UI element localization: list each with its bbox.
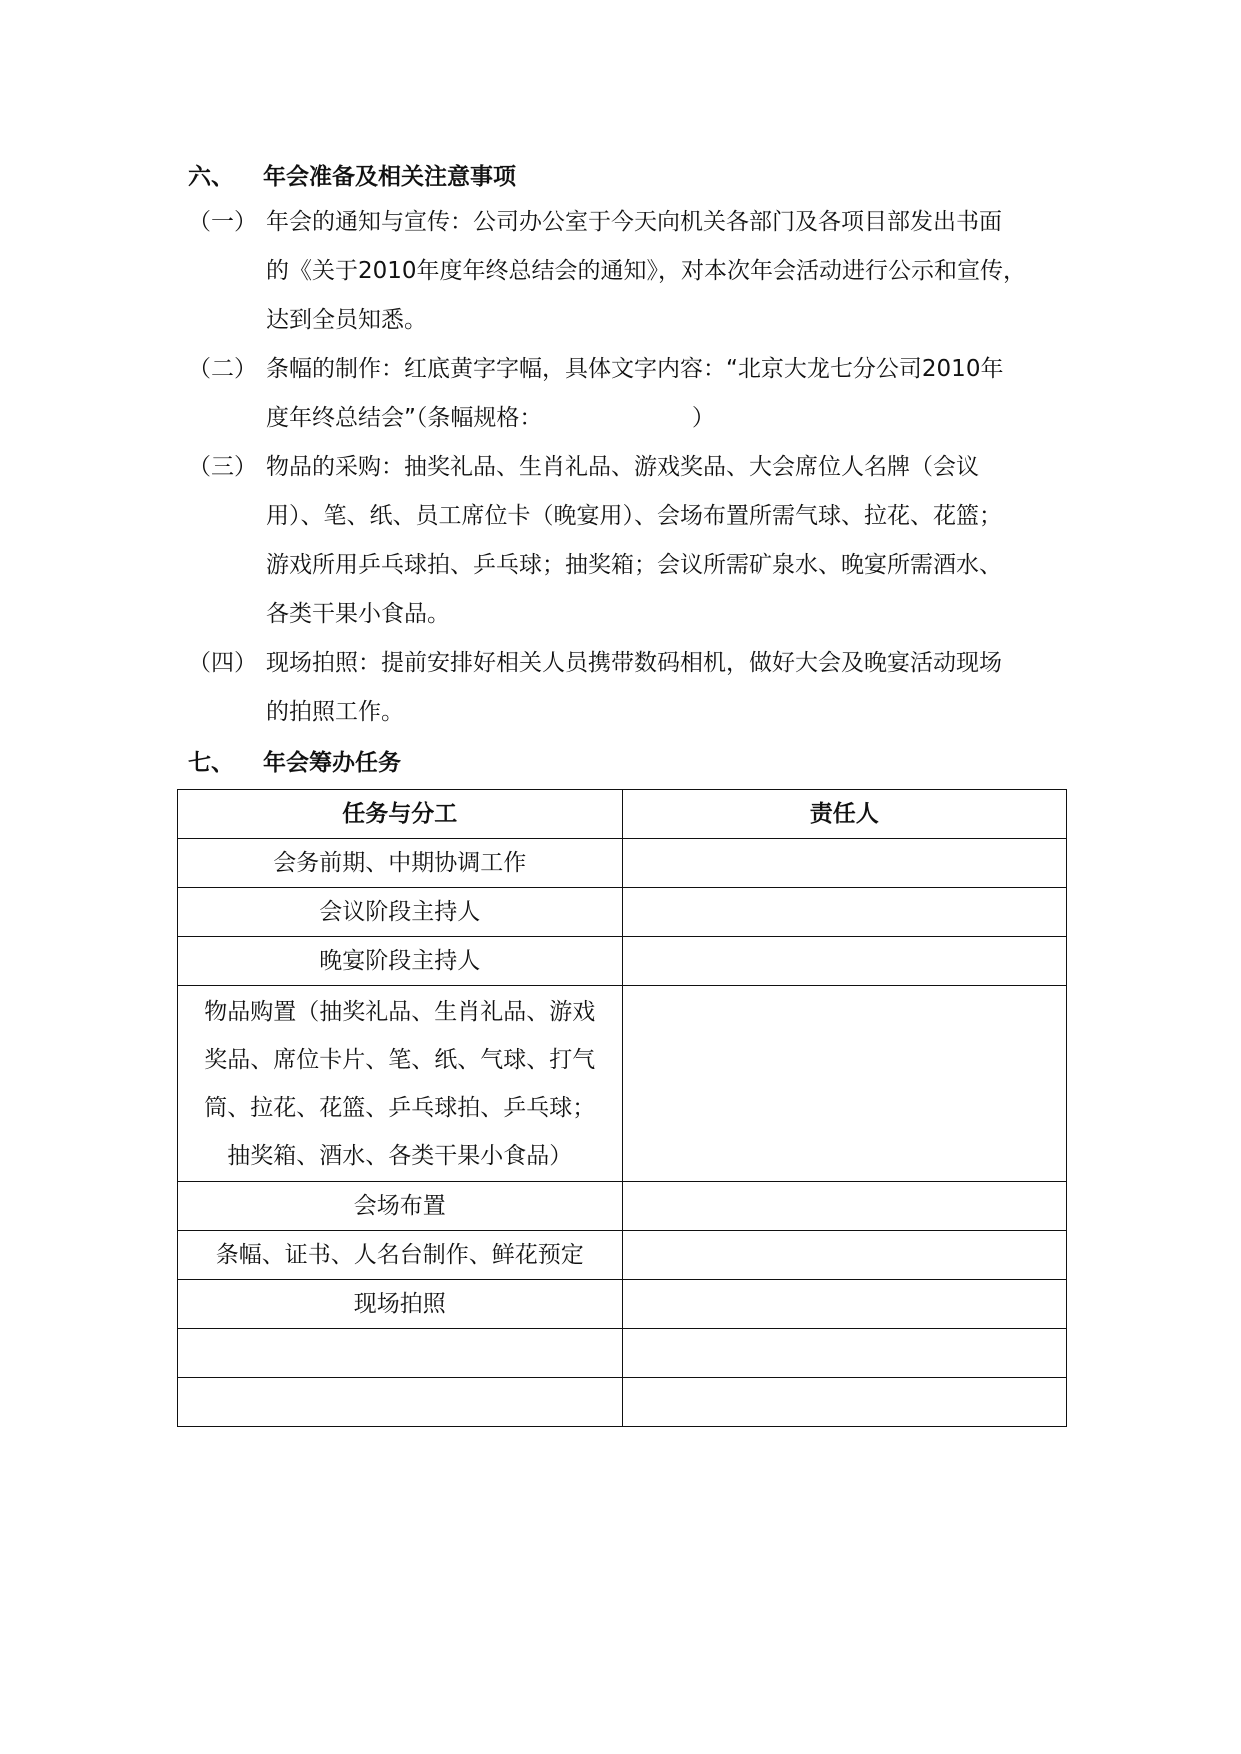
task-cell[interactable] xyxy=(178,1378,623,1427)
item-4-line-2: 的拍照工作。 xyxy=(266,699,404,725)
item-2-number: （二） xyxy=(188,356,257,382)
item-4-text-1: 现场拍照：提前安排好相关人员携带数码相机，做好大会及晚宴活动现场 xyxy=(266,650,1002,676)
item-2-text-1: 条幅的制作：红底黄字字幅，具体文字内容：“北京大龙七分公司2010年 xyxy=(266,356,1004,382)
task-cell: 现场拍照 xyxy=(178,1280,623,1329)
owner-cell[interactable] xyxy=(622,1329,1067,1378)
owner-cell[interactable] xyxy=(622,1182,1067,1231)
item-1-text-1: 年会的通知与宣传：公司办公室于今天向机关各部门及各项目部发出书面 xyxy=(266,209,1002,235)
table-row xyxy=(178,1182,1067,1231)
item-1-line-3: 达到全员知悉。 xyxy=(266,307,427,333)
item-3-line-1 xyxy=(188,443,1066,492)
item-1-line-1 xyxy=(188,198,1066,247)
owner-cell[interactable] xyxy=(622,888,1067,937)
task-cell[interactable] xyxy=(178,1329,623,1378)
task-cell-line: 筒、拉花、花篮、乒乓球拍、乒乓球； xyxy=(204,1094,596,1121)
owner-cell[interactable] xyxy=(622,1231,1067,1280)
task-cell-line: 物品购置（抽奖礼品、生肖礼品、游戏 xyxy=(204,998,596,1025)
task-table xyxy=(177,789,1067,1427)
owner-cell[interactable] xyxy=(622,986,1067,1182)
section-7-title: 年会筹办任务 xyxy=(263,750,401,776)
item-3-number: （三） xyxy=(188,454,257,480)
header-task: 任务与分工 xyxy=(178,790,623,839)
task-cell-line: 抽奖箱、酒水、各类干果小食品） xyxy=(227,1142,573,1169)
owner-cell[interactable] xyxy=(622,1378,1067,1427)
table-row xyxy=(178,937,1067,986)
table-row xyxy=(178,1378,1067,1427)
task-cell: 条幅、证书、人名台制作、鲜花预定 xyxy=(178,1231,623,1280)
task-cell: 会议阶段主持人 xyxy=(178,888,623,937)
task-cell: 晚宴阶段主持人 xyxy=(178,937,623,986)
section-6-number: 六、 xyxy=(188,164,234,190)
item-2-line-2: 度年终总结会”（条幅规格： ） xyxy=(266,405,715,431)
owner-cell[interactable] xyxy=(622,839,1067,888)
task-cell-line: 奖品、席位卡片、笔、纸、气球、打气 xyxy=(204,1046,596,1073)
table-row xyxy=(178,1280,1067,1329)
section-6-heading xyxy=(188,159,516,195)
item-4-line-1 xyxy=(188,639,1066,688)
owner-cell[interactable] xyxy=(622,937,1067,986)
task-cell xyxy=(178,986,623,1182)
item-2-line-1 xyxy=(188,345,1066,394)
item-1-number: （一） xyxy=(188,209,257,235)
item-3-line-2: 用）、笔、纸、员工席位卡（晚宴用）、会场布置所需气球、拉花、花篮； xyxy=(266,503,1002,529)
item-3-line-3: 游戏所用乒乓球拍、乒乓球；抽奖箱；会议所需矿泉水、晚宴所需酒水、 xyxy=(266,552,1002,578)
section-7-number: 七、 xyxy=(188,750,234,776)
table-row xyxy=(178,839,1067,888)
section-6-title: 年会准备及相关注意事项 xyxy=(263,164,516,190)
item-2 xyxy=(188,345,1066,443)
item-3 xyxy=(188,443,1066,639)
table-row xyxy=(178,1329,1067,1378)
table-row xyxy=(178,986,1067,1182)
task-cell: 会务前期、中期协调工作 xyxy=(178,839,623,888)
item-4-number: （四） xyxy=(188,650,257,676)
item-4 xyxy=(188,639,1066,737)
item-1-line-2: 的《关于2010年度年终总结会的通知》，对本次年会活动进行公示和宣传， xyxy=(266,258,1027,284)
item-1 xyxy=(188,198,1066,345)
header-owner: 责任人 xyxy=(622,790,1067,839)
item-3-line-4: 各类干果小食品。 xyxy=(266,601,450,627)
section-7-heading xyxy=(188,745,401,781)
table-row xyxy=(178,1231,1067,1280)
table-row xyxy=(178,888,1067,937)
item-3-text-1: 物品的采购：抽奖礼品、生肖礼品、游戏奖品、大会席位人名牌（会议 xyxy=(266,454,979,480)
task-cell: 会场布置 xyxy=(178,1182,623,1231)
owner-cell[interactable] xyxy=(622,1280,1067,1329)
table-header-row xyxy=(178,790,1067,839)
